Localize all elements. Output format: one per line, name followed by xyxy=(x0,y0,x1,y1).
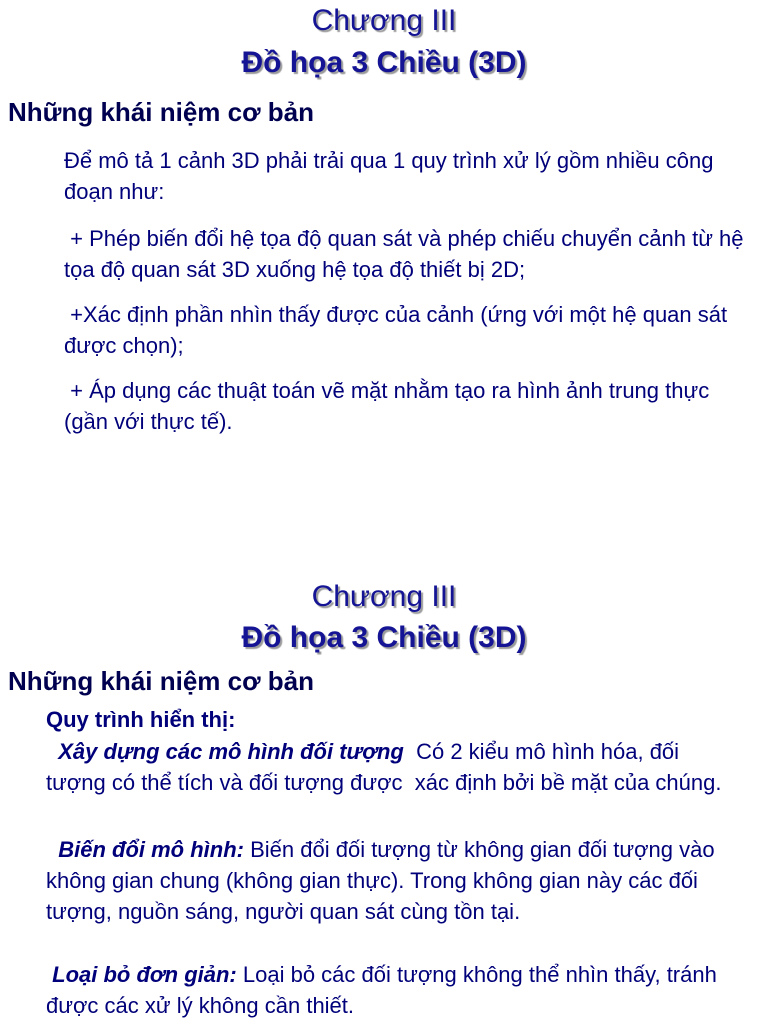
process-item-term: Xây dựng các mô hình đối tượng xyxy=(58,739,404,764)
slide-2 xyxy=(0,576,768,1024)
process-subheading: Quy trình hiển thị: xyxy=(46,707,236,732)
bullet-paragraph-3: + Áp dụng các thuật toán vẽ mặt nhằm tạo ra hình ảnh trung thực (gần với thực tế). xyxy=(64,378,716,434)
section-heading: Những khái niệm cơ bản xyxy=(8,666,315,696)
slide-title: Đồ họa 3 Chiều (3D) xyxy=(241,46,527,79)
process-item-text: Loại bỏ các đối tượng không thể nhìn thấy, tránh được các xử lý không cần thiết. xyxy=(46,962,723,1018)
slide-title: Đồ họa 3 Chiều (3D) xyxy=(241,621,527,654)
process-item-1 xyxy=(46,736,736,798)
process-item-text: Biến đổi đối tượng từ không gian đối tượng vào không gian chung (không gian thực). Trong không gian này các đối tượng, nguồn sáng, người quan sát cùng tồn tại. xyxy=(46,837,721,924)
section-heading: Những khái niệm cơ bản xyxy=(8,97,315,127)
chapter-title: Chương III xyxy=(311,580,457,613)
chapter-title: Chương III xyxy=(311,4,457,37)
process-item-text: Có 2 kiểu mô hình hóa, đối tượng có thể tích và đối tượng được xác định bởi bề mặt của chúng. xyxy=(46,739,722,795)
process-item-3 xyxy=(46,959,736,1021)
bullet-paragraph-1: + Phép biến đổi hệ tọa độ quan sát và phép chiếu chuyển cảnh từ hệ tọa độ quan sát 3D xuống hệ tọa độ thiết bị 2D; xyxy=(64,226,750,282)
process-item-term: Loại bỏ đơn giản: xyxy=(52,962,237,987)
process-item-2 xyxy=(46,834,736,927)
bullet-paragraph-2: +Xác định phần nhìn thấy được của cảnh (ứng với một hệ quan sát được chọn); xyxy=(64,302,734,358)
process-item-term: Biến đổi mô hình: xyxy=(58,837,244,862)
intro-paragraph: Để mô tả 1 cảnh 3D phải trải qua 1 quy trình xử lý gồm nhiều công đoạn như: xyxy=(64,148,714,204)
